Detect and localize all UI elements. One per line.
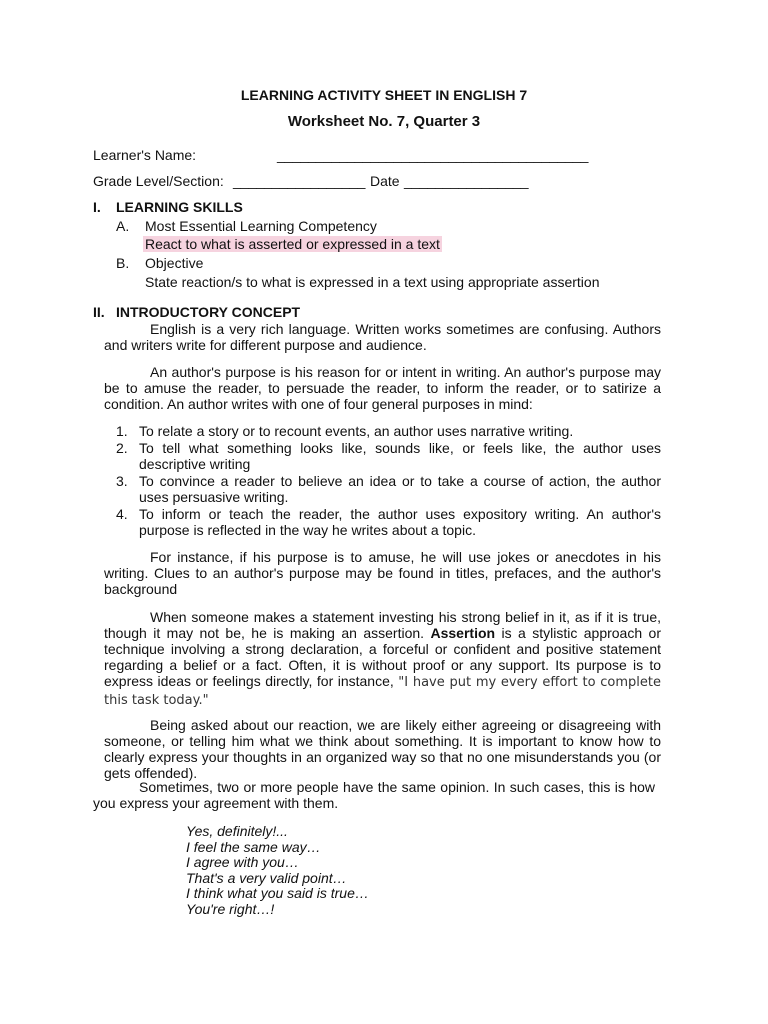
list-item-number: 1. — [116, 423, 128, 439]
section-2-numeral: II. — [93, 304, 105, 320]
list-item-number: 4. — [116, 505, 128, 522]
list-item — [116, 440, 661, 473]
assertion-text-before: When someone makes a statement investing his strong belief in it, as if it is true, though it may not be, he is making an assertion. — [104, 609, 661, 641]
phrase-item: That's a very valid point… — [186, 869, 347, 886]
objective-text: State reaction/s to what is expressed in a text using appropriate assertion — [145, 274, 600, 290]
grade-level-label: Grade Level/Section: — [93, 173, 224, 189]
item-a-letter: A. — [116, 218, 130, 234]
list-item-text: To relate a story or to recount events, an author uses narrative writing. — [139, 423, 574, 439]
assertion-paragraph — [104, 609, 661, 709]
phrase-item: Yes, definitely!... — [186, 823, 288, 839]
agreement-paragraph: Sometimes, two or more people have the same opinion. In such cases, this is how you express your agreement with them. — [93, 779, 655, 811]
list-item-number: 2. — [116, 439, 128, 456]
list-item-text: To tell what something looks like, sounds like, or feels like, the author uses descriptive writing — [139, 439, 661, 472]
date-line: ________________ — [404, 173, 529, 189]
assertion-text-after: is a stylistic approach or technique involving a strong declaration, a forceful or confident and positive statement regarding a belief or a fact. Often, it is without proof or any support. Its purpose is to express ideas or feelings directly, for instance, — [104, 625, 661, 689]
list-item — [116, 423, 661, 440]
purposes-list — [116, 423, 661, 539]
intro-paragraph-3: For instance, if his purpose is to amuse, he will use jokes or anecdotes in his writing. Clues to an author's purpose may be found in titles, prefaces, and the author's background — [104, 549, 661, 597]
learner-name-label: Learner's Name: — [93, 147, 197, 163]
grade-level-line: _________________ — [233, 173, 366, 189]
section-2-heading: INTRODUCTORY CONCEPT — [116, 304, 301, 320]
phrase-item: I feel the same way… — [186, 838, 321, 855]
section-1-numeral: I. — [93, 199, 101, 215]
worksheet-title: LEARNING ACTIVITY SHEET IN ENGLISH 7 — [240, 87, 528, 103]
section-1-heading: LEARNING SKILLS — [116, 199, 243, 215]
worksheet-subtitle: Worksheet No. 7, Quarter 3 — [287, 113, 481, 130]
assertion-example-quote: "I have put my every effort to complete this task today." — [104, 675, 662, 708]
reaction-paragraph: Being asked about our reaction, we are likely either agreeing or disagreeing with someone, or telling him what we think about something. It is important to know how to clearly express your thoughts in an organized way so that no one misunderstands you (or gets offended). — [104, 717, 661, 781]
competency-label: Most Essential Learning Competency — [145, 218, 377, 234]
date-label: Date — [370, 173, 400, 189]
intro-paragraph-1: English is a very rich language. Written works sometimes are confusing. Authors and writers write for different purpose and audience. — [104, 321, 661, 353]
list-item — [116, 506, 661, 539]
item-b-letter: B. — [116, 255, 130, 271]
phrase-item: I agree with you… — [186, 854, 299, 871]
phrase-item: You're right…! — [186, 900, 275, 917]
agreement-phrases — [186, 824, 369, 918]
list-item — [116, 473, 661, 506]
intro-paragraph-2: An author's purpose is his reason for or intent in writing. An author's purpose may be to amuse the reader, to persuade the reader, to inform the reader, or to satirize a condition. An author writes with one of four general purposes in mind: — [104, 364, 661, 412]
list-item-text: To convince a reader to believe an idea or to take a course of action, the author uses persuasive writing. — [139, 472, 661, 505]
list-item-text: To inform or teach the reader, the author uses expository writing. An author's purpose is reflected in the way he writes about a topic. — [139, 505, 661, 538]
competency-text: React to what is asserted or expressed in a text — [145, 236, 440, 252]
phrase-item: I think what you said is true… — [186, 885, 369, 902]
list-item-number: 3. — [116, 472, 128, 489]
objective-label: Objective — [145, 255, 204, 271]
learner-name-line: ________________________________________ — [277, 147, 589, 163]
assertion-term: Assertion — [430, 625, 496, 641]
